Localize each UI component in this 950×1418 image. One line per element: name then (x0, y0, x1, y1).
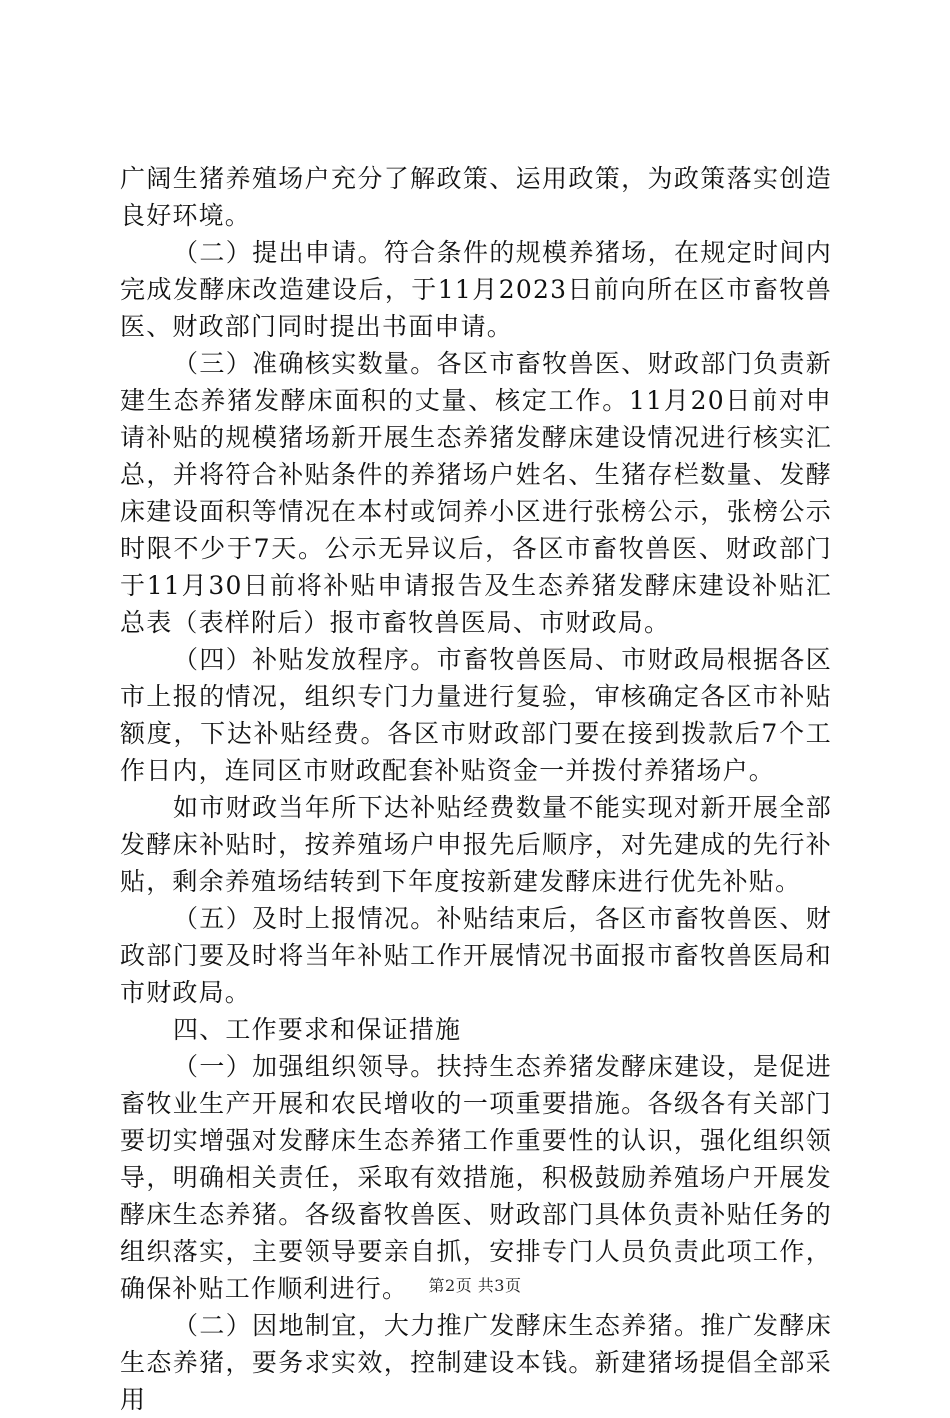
paragraph-3: （三）准确核实数量。各区市畜牧兽医、财政部门负责新建生态养猪发酵床面积的丈量、核定工作。11月20日前对申请补贴的规模猪场新开展生态养猪发酵床建设情况进行核实汇总，并将符合补贴条件的养猪场户姓名、生猪存栏数量、发酵床建设面积等情况在本村或饲养小区进行张榜公示，张榜公示时限不少于7天。公示无异议后，各区市畜牧兽医、财政部门于11月30日前将补贴申请报告及生态养猪发酵床建设补贴汇总表（表样附后）报市畜牧兽医局、市财政局。 (120, 349, 832, 637)
document-body (120, 160, 832, 1418)
paragraph-7: （一）加强组织领导。扶持生态养猪发酵床建设，是促进畜牧业生产开展和农民增收的一项重要措施。各级各有关部门要切实增强对发酵床生态养猪工作重要性的认识，强化组织领导，明确相关责任，采取有效措施，积极鼓励养殖场户开展发酵床生态养猪。各级畜牧兽医、财政部门具体负责补贴任务的组织落实，主要领导要亲自抓，安排专门人员负责此项工作，确保补贴工作顺利进行。 (120, 1052, 832, 1303)
section-heading: 四、工作要求和保证措施 (173, 1015, 462, 1044)
paragraph-1: 广阔生猪养殖场户充分了解政策、运用政策，为政策落实创造良好环境。 (120, 164, 832, 230)
paragraph-2: （二）提出申请。符合条件的规模养猪场，在规定时间内完成发酵床改造建设后，于11月2023日前向所在区市畜牧兽医、财政部门同时提出书面申请。 (120, 238, 832, 341)
page-number-footer: 第2页 共3页 (428, 1276, 522, 1295)
paragraph-6: （五）及时上报情况。补贴结束后，各区市畜牧兽医、财政部门要及时将当年补贴工作开展情况书面报市畜牧兽医局和市财政局。 (120, 904, 832, 1007)
paragraph-8: （二）因地制宜，大力推广发酵床生态养猪。推广发酵床生态养猪，要务求实效，控制建设本钱。新建猪场提倡全部采用 (120, 1311, 832, 1414)
paragraph-5: 如市财政当年所下达补贴经费数量不能实现对新开展全部发酵床补贴时，按养殖场户申报先后顺序，对先建成的先行补贴，剩余养殖场结转到下年度按新建发酵床进行优先补贴。 (120, 793, 832, 896)
paragraph-4: （四）补贴发放程序。市畜牧兽医局、市财政局根据各区市上报的情况，组织专门力量进行复验，审核确定各区市补贴额度，下达补贴经费。各区市财政部门要在接到拨款后7个工作日内，连同区市财政配套补贴资金一并拨付养猪场户。 (120, 645, 832, 785)
